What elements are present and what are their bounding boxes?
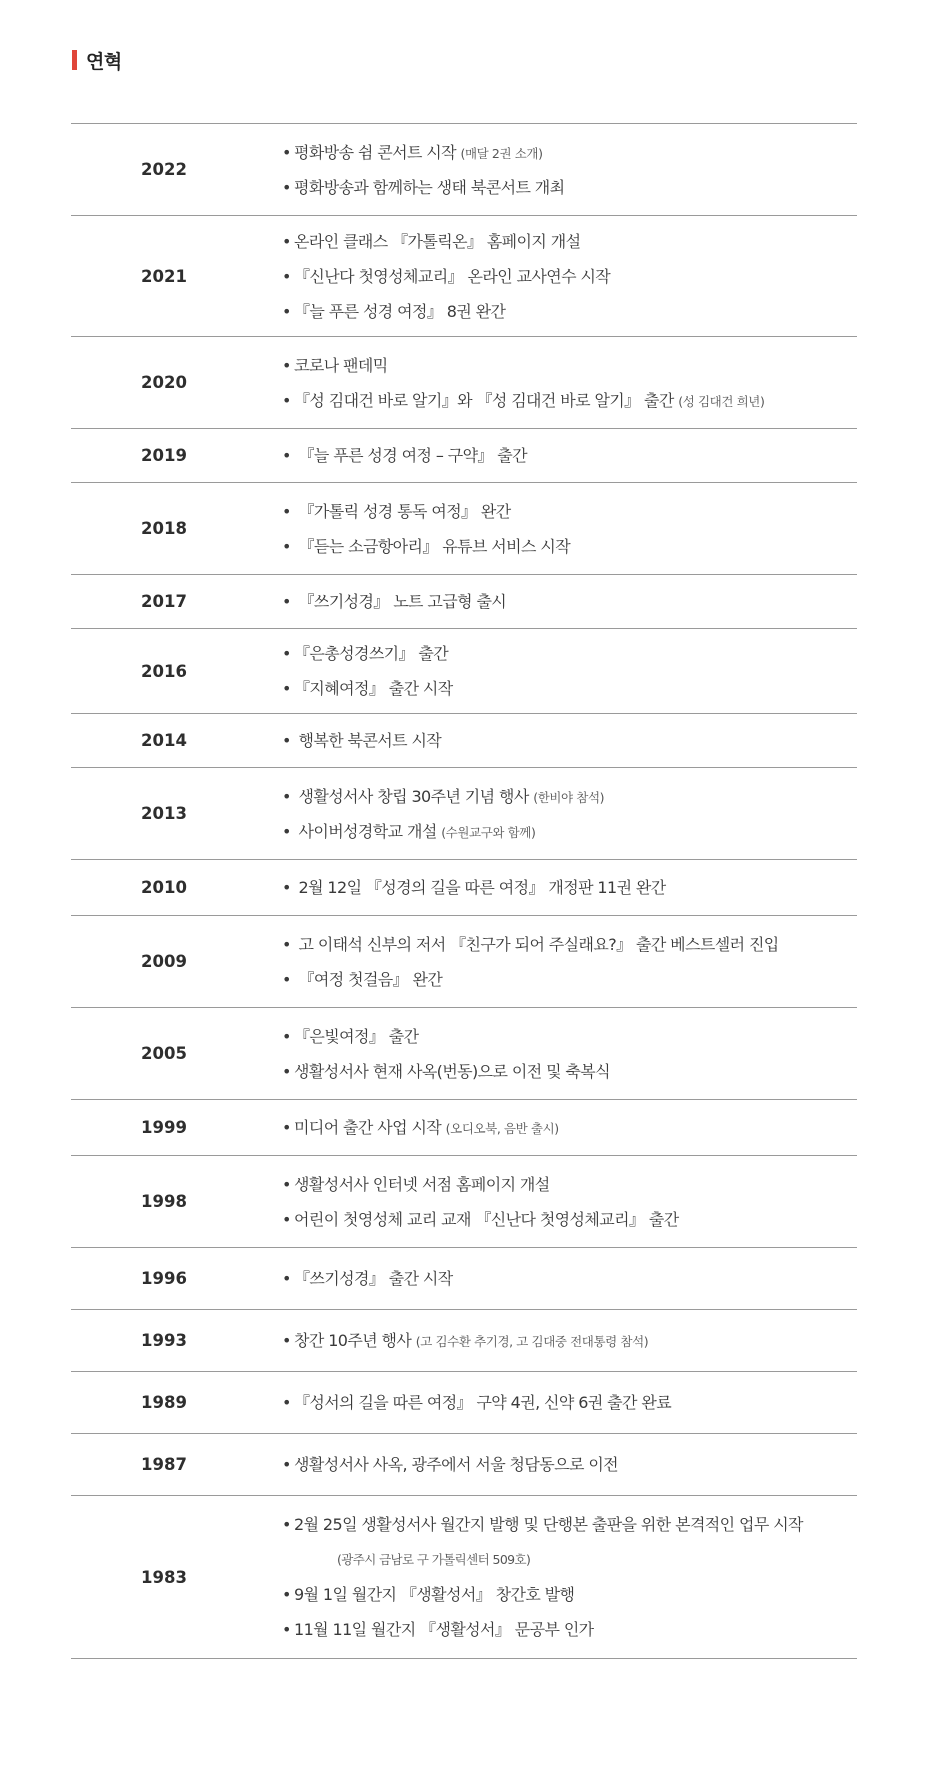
timeline-row (71, 714, 857, 768)
event-list (257, 494, 857, 564)
year-label: 2017 (141, 592, 187, 611)
event-list (257, 584, 857, 619)
event-text: 『가톨릭 성경 통독 여정』 완간 (294, 501, 511, 521)
event-item (282, 494, 857, 529)
bullet-icon: • (282, 355, 291, 375)
event-text: 사이버성경학교 개설 (294, 821, 437, 841)
bullet-icon: • (282, 1331, 291, 1350)
year-label: 2014 (141, 731, 187, 750)
timeline-row (71, 337, 857, 429)
event-text: 『신난다 첫영성체교리』 온라인 교사연수 시작 (294, 266, 611, 286)
event-text: 2월 25일 생활성서사 월간지 발행 및 단행본 출판을 위한 본격적인 업무 시작 (294, 1515, 803, 1534)
bullet-icon: • (282, 446, 291, 465)
event-list (257, 927, 857, 997)
timeline-row (71, 916, 857, 1008)
event-text: 11월 11일 월간지 『생활성서』 문공부 인가 (294, 1620, 594, 1639)
timeline-row (71, 860, 857, 916)
event-text: 『여정 첫걸음』 완간 (294, 969, 443, 989)
event-list (257, 1385, 857, 1420)
event-list (257, 135, 857, 205)
event-list (257, 636, 857, 706)
year-label: 2009 (141, 952, 187, 971)
event-text: 코로나 팬데믹 (294, 355, 388, 375)
event-item (282, 224, 857, 259)
event-note: (고 김수환 추기경, 고 김대중 전대통령 참석) (415, 1334, 649, 1349)
bullet-icon: • (282, 266, 291, 286)
bullet-icon: • (282, 1118, 291, 1137)
timeline-row (71, 1156, 857, 1248)
timeline-row (71, 124, 857, 216)
event-item (282, 584, 857, 619)
event-list (257, 1507, 857, 1647)
event-item (282, 348, 857, 383)
event-text: 생활성서사 사옥, 광주에서 서울 청담동으로 이전 (294, 1455, 619, 1474)
bullet-icon: • (282, 644, 291, 663)
event-list (257, 1447, 857, 1482)
event-text: 『쓰기성경』 노트 고급형 출시 (294, 592, 507, 611)
event-text: 『듣는 소금항아리』 유튜브 서비스 시작 (294, 536, 571, 556)
year-label: 2010 (141, 878, 187, 897)
year-label: 2019 (141, 446, 187, 465)
event-text: (광주시 금남로 구 가톨릭센터 509호) (337, 1552, 531, 1567)
event-item (282, 383, 857, 418)
timeline-row (71, 1496, 857, 1659)
event-text: 행복한 북콘서트 시작 (294, 731, 442, 750)
bullet-icon: • (282, 969, 291, 989)
timeline-row (71, 1310, 857, 1372)
event-text: 『성 김대건 바로 알기』와 『성 김대건 바로 알기』 출간 (294, 390, 674, 410)
bullet-icon: • (282, 934, 291, 954)
event-list (257, 1019, 857, 1089)
event-note: (수원교구와 함께) (441, 824, 536, 840)
bullet-icon: • (282, 1620, 291, 1639)
event-item (282, 1202, 857, 1237)
bullet-icon: • (282, 1174, 291, 1194)
year-label: 1987 (141, 1455, 187, 1474)
year-label: 2021 (141, 266, 187, 286)
event-item (282, 1323, 857, 1358)
bullet-icon: • (282, 177, 291, 197)
bullet-icon: • (282, 1455, 291, 1474)
bullet-icon: • (282, 1393, 291, 1412)
bullet-icon: • (282, 390, 291, 410)
page-title: 연혁 (86, 50, 122, 73)
timeline-row (71, 768, 857, 860)
event-item (282, 779, 857, 814)
event-list (257, 348, 857, 418)
event-item (282, 1054, 857, 1089)
event-note: (한비야 참석) (533, 789, 605, 805)
year-label: 2016 (141, 661, 187, 681)
bullet-icon: • (282, 1515, 291, 1534)
event-item (282, 438, 857, 473)
event-sub-note (282, 1542, 857, 1577)
timeline-row (71, 1434, 857, 1496)
year-label: 2005 (141, 1044, 187, 1063)
year-label: 1983 (141, 1567, 187, 1587)
event-note: (매달 2권 소개) (460, 145, 543, 161)
event-item (282, 723, 857, 758)
event-item (282, 1110, 857, 1145)
bullet-icon: • (282, 821, 291, 841)
section-header (72, 49, 122, 71)
timeline-row (71, 1248, 857, 1310)
event-text: 『늘 푸른 성경 여정』 8권 완간 (294, 301, 506, 321)
timeline-row (71, 575, 857, 629)
event-list (257, 1110, 857, 1145)
event-text: 『은총성경쓰기』 출간 (294, 644, 449, 663)
event-text: 『성서의 길을 따른 여정』 구약 4권, 신약 6권 출간 완료 (294, 1393, 672, 1412)
event-list (257, 224, 857, 329)
event-text: 평화방송 쉼 콘서트 시작 (294, 142, 457, 162)
event-text: 9월 1일 월간지 『생활성서』 창간호 발행 (294, 1585, 575, 1604)
timeline-row (71, 1100, 857, 1156)
event-item (282, 529, 857, 564)
year-label: 2022 (141, 160, 187, 179)
timeline-row (71, 1008, 857, 1100)
bullet-icon: • (282, 679, 291, 698)
bullet-icon: • (282, 501, 291, 521)
year-label: 1998 (141, 1192, 187, 1211)
event-text: 생활성서사 인터넷 서점 홈페이지 개설 (294, 1174, 550, 1194)
timeline-row (71, 216, 857, 337)
event-text: 생활성서사 창립 30주년 기념 행사 (294, 786, 529, 806)
event-text: 『은빛여정』 출간 (294, 1026, 419, 1046)
bullet-icon: • (282, 1209, 291, 1229)
bullet-icon: • (282, 142, 291, 162)
event-text: 평화방송과 함께하는 생태 북콘서트 개최 (294, 177, 565, 197)
event-item (282, 294, 857, 329)
bullet-icon: • (282, 592, 291, 611)
event-note: (오디오북, 음반 출시) (445, 1121, 559, 1136)
year-label: 1999 (141, 1118, 187, 1137)
bullet-icon: • (282, 1269, 291, 1288)
event-item (282, 1447, 857, 1482)
bullet-icon: • (282, 1026, 291, 1046)
event-text: 온라인 클래스 『가톨릭온』 홈페이지 개설 (294, 231, 581, 251)
timeline-row (71, 1372, 857, 1434)
year-label: 2018 (141, 519, 187, 538)
event-item (282, 814, 857, 849)
event-list (257, 870, 857, 905)
event-item (282, 671, 857, 706)
bullet-icon: • (282, 536, 291, 556)
event-item (282, 870, 857, 905)
event-item (282, 170, 857, 205)
year-label: 1989 (141, 1393, 187, 1412)
event-item (282, 1167, 857, 1202)
bullet-icon: • (282, 1585, 291, 1604)
event-text: 미디어 출간 사업 시작 (294, 1118, 442, 1137)
event-text: 『늘 푸른 성경 여정 – 구약』 출간 (294, 446, 528, 465)
event-item (282, 1019, 857, 1054)
event-text: 고 이태석 신부의 저서 『친구가 되어 주실래요?』 출간 베스트셀러 진입 (294, 934, 779, 954)
accent-bar (72, 50, 77, 70)
year-label: 2020 (141, 373, 187, 392)
timeline-row (71, 483, 857, 575)
event-text: 『지혜여정』 출간 시작 (294, 679, 453, 698)
event-text: 어린이 첫영성체 교리 교재 『신난다 첫영성체교리』 출간 (294, 1209, 679, 1229)
event-item (282, 636, 857, 671)
year-label: 1993 (141, 1331, 187, 1350)
timeline-row (71, 429, 857, 483)
bullet-icon: • (282, 1061, 291, 1081)
bullet-icon: • (282, 231, 291, 251)
event-item (282, 259, 857, 294)
event-note: (성 김대건 희년) (678, 393, 765, 409)
year-label: 2013 (141, 804, 187, 823)
event-item (282, 1577, 857, 1612)
bullet-icon: • (282, 301, 291, 321)
history-timeline (71, 123, 857, 1659)
event-item (282, 927, 857, 962)
event-item (282, 1261, 857, 1296)
bullet-icon: • (282, 878, 291, 897)
event-item (282, 1507, 857, 1542)
event-list (257, 779, 857, 849)
event-item (282, 962, 857, 997)
bullet-icon: • (282, 786, 291, 806)
year-label: 1996 (141, 1269, 187, 1288)
event-item (282, 1612, 857, 1647)
event-item (282, 1385, 857, 1420)
event-list (257, 723, 857, 758)
event-text: 창간 10주년 행사 (294, 1331, 412, 1350)
event-list (257, 1261, 857, 1296)
event-list (257, 1167, 857, 1237)
event-item (282, 135, 857, 170)
event-text: 2월 12일 『성경의 길을 따른 여정』 개정판 11권 완간 (294, 878, 666, 897)
event-text: 『쓰기성경』 출간 시작 (294, 1269, 453, 1288)
event-list (257, 1323, 857, 1358)
event-list (257, 438, 857, 473)
timeline-row (71, 629, 857, 714)
bullet-icon: • (282, 731, 291, 750)
event-text: 생활성서사 현재 사옥(번동)으로 이전 및 축복식 (294, 1061, 610, 1081)
